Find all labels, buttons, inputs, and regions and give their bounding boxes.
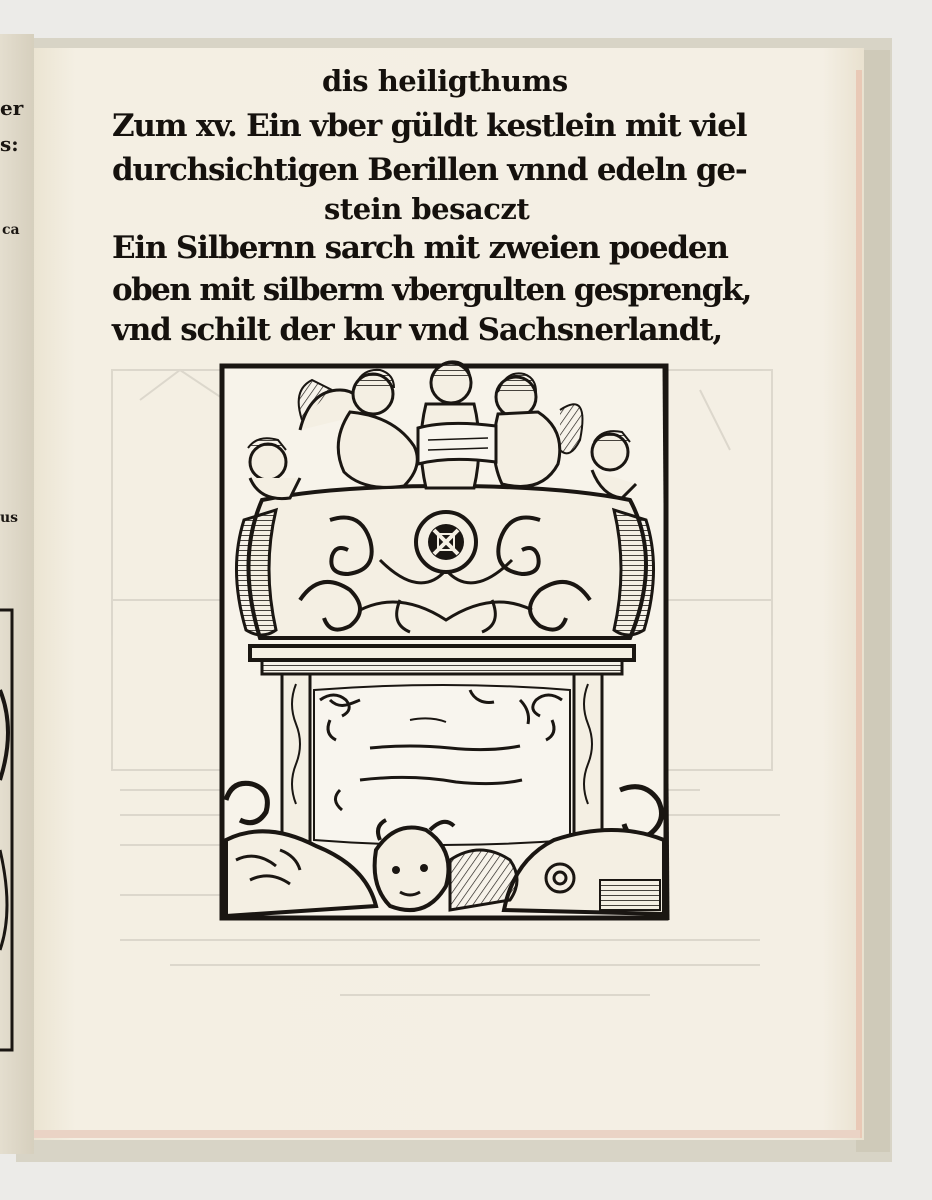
text-line-1: dis heiligthums	[322, 64, 568, 98]
text-line-7: vnd schilt der kur vnd Sachsnerlandt,	[112, 312, 722, 348]
left-fragment-4: us	[0, 510, 19, 526]
left-fragment-3: ca	[2, 222, 20, 238]
page-edge	[856, 70, 862, 1138]
reliquary-chest	[236, 486, 653, 638]
text-line-3: durchsichtigen Berillen vnnd edeln ge-	[112, 152, 747, 188]
left-page	[0, 34, 34, 1154]
page-bottom-edge	[34, 1130, 860, 1138]
left-fragment-2: s:	[0, 132, 19, 156]
text-line-6: oben mit silberm vbergulten gesprengk,	[112, 272, 751, 308]
left-fragment-1: er	[0, 96, 24, 120]
text-line-4: stein besaczt	[324, 192, 530, 226]
text-line-2: Zum xv. Ein vber güldt kestlein mit viel	[112, 108, 747, 144]
woodcut-illustration	[222, 361, 668, 920]
text-line-5: Ein Silbernn sarch mit zweien poeden	[112, 230, 728, 266]
